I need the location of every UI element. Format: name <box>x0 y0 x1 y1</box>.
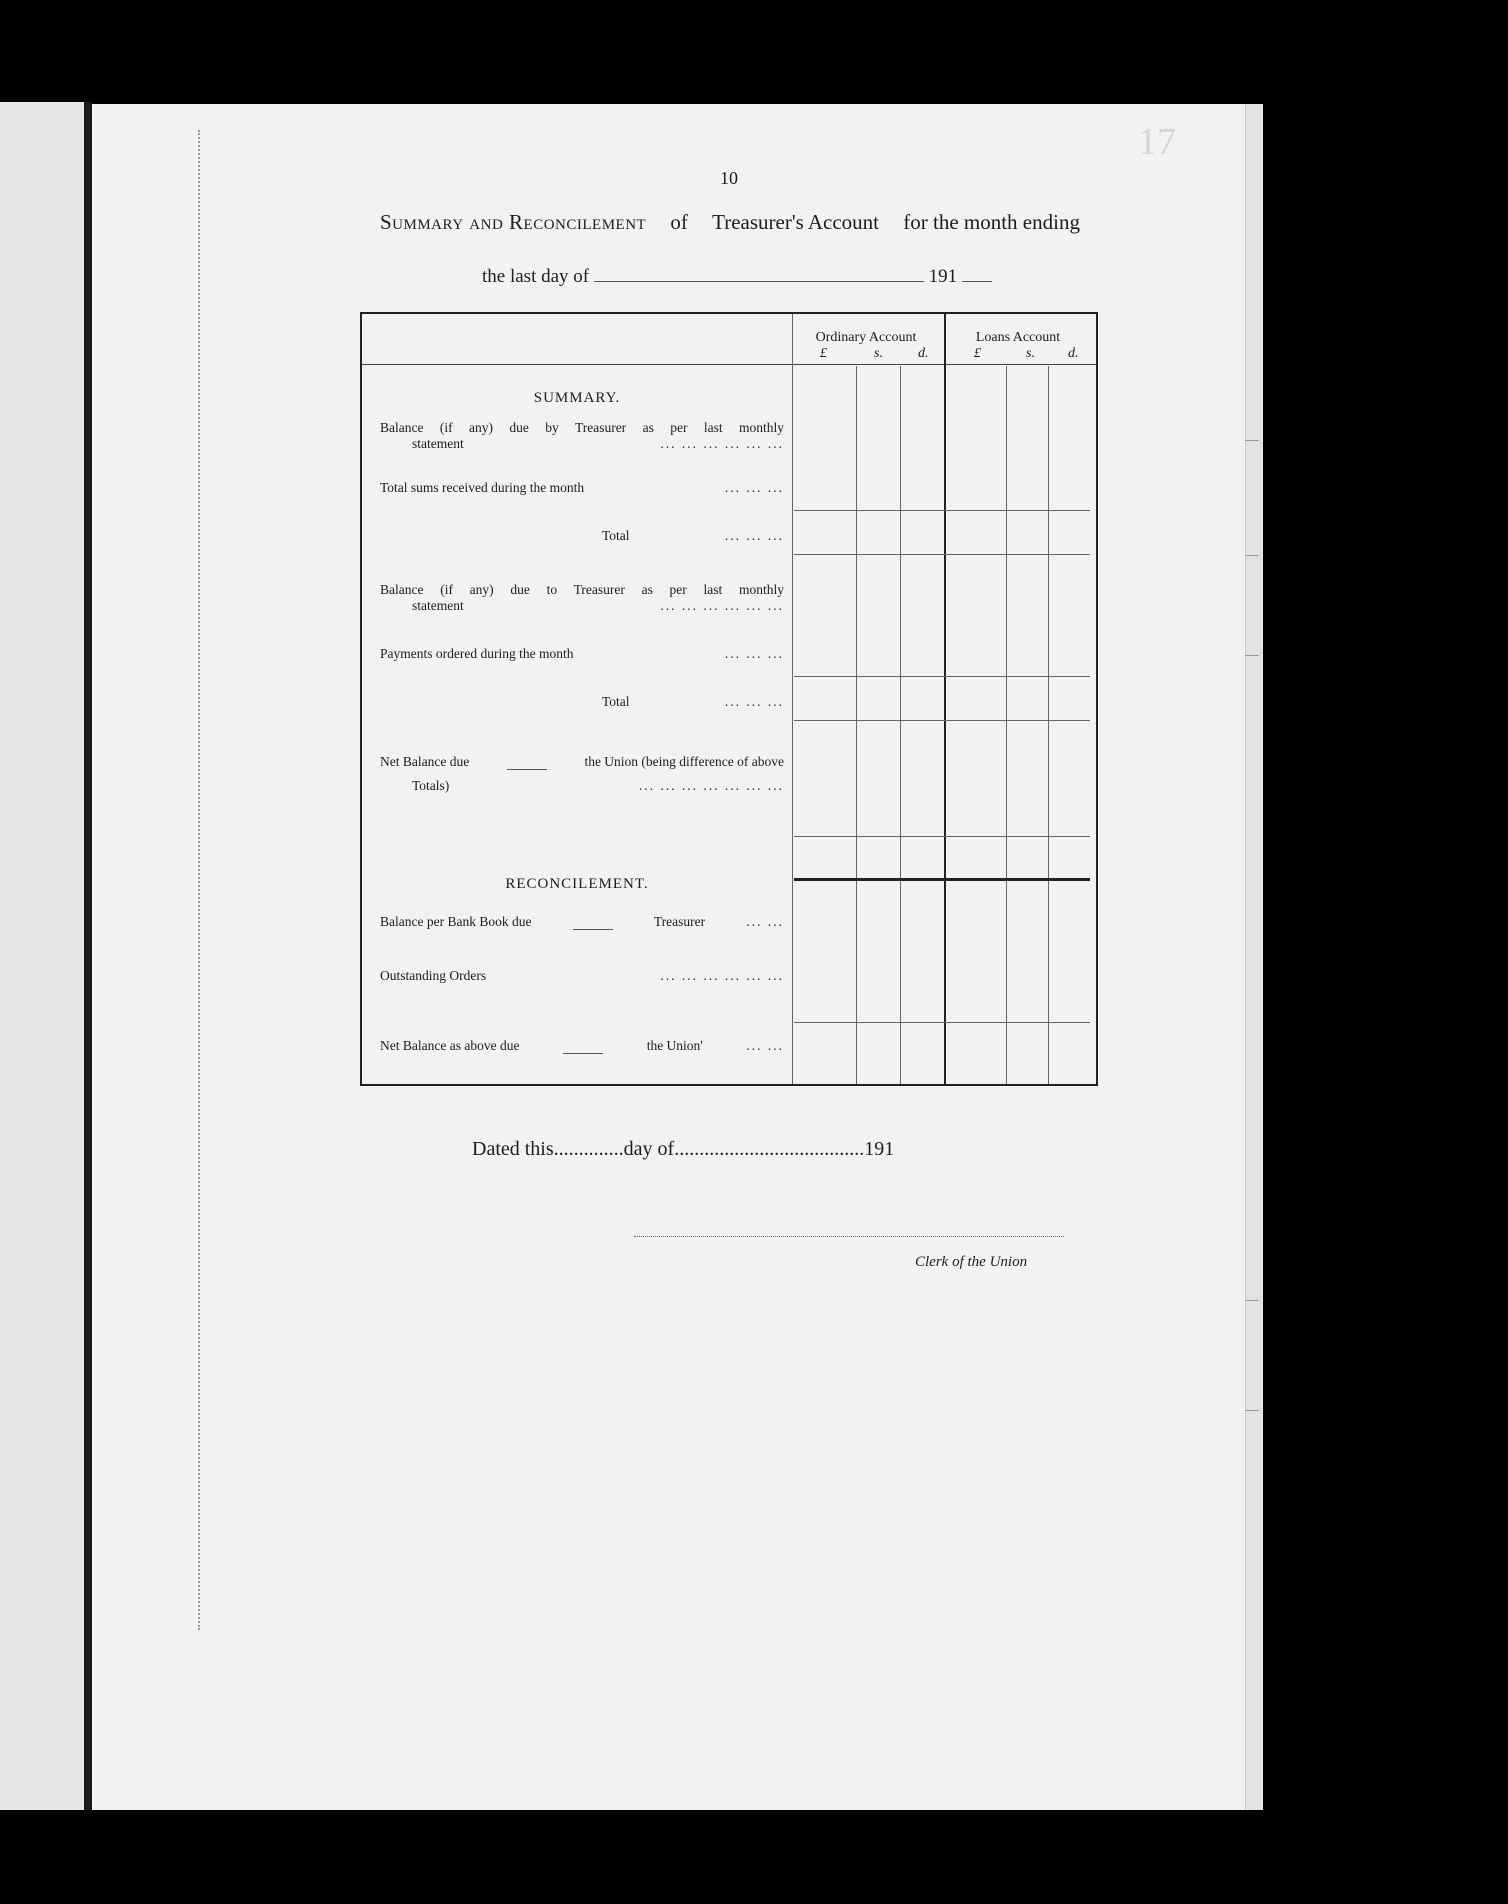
total-rule <box>794 554 1090 555</box>
subtitle-prefix: the last day of <box>482 266 590 287</box>
title-part: Treasurer's Account <box>712 210 880 234</box>
title-part: of <box>670 210 688 234</box>
leader-dots: ... ... ... <box>724 646 784 661</box>
total-rule <box>794 720 1090 721</box>
dated-middle: day of <box>623 1138 675 1160</box>
row-label: Treasurer <box>653 914 706 929</box>
title-part: Summary and Reconcilement <box>380 210 647 234</box>
row-label: Payments ordered during the month <box>380 646 574 661</box>
summary-row <box>380 754 784 794</box>
leader-dots: ... ... ... ... ... ... ... <box>638 778 784 793</box>
reconcilement-row <box>380 968 784 984</box>
row-label: Total <box>602 694 630 709</box>
fill-in-line <box>962 281 992 282</box>
reconcilement-title: RECONCILEMENT. <box>505 876 649 892</box>
facing-page <box>0 102 86 1810</box>
row-label: Outstanding Orders <box>380 968 487 983</box>
row-label: Total <box>602 528 630 543</box>
subtitle-year: 191 <box>928 266 958 287</box>
fill-in-line <box>573 914 613 930</box>
page-number: 10 <box>720 168 738 188</box>
pence-unit: d. <box>918 346 929 361</box>
edge-mark <box>1245 440 1259 441</box>
page-edge <box>1245 104 1263 1810</box>
summary-title: SUMMARY. <box>533 390 621 406</box>
summary-row <box>380 646 784 662</box>
pence-unit: d. <box>1068 346 1079 361</box>
total-rule <box>794 510 1090 511</box>
row-label: Net Balance as above due <box>380 1038 520 1053</box>
row-label: the Union (being difference of above <box>584 754 784 769</box>
edge-mark <box>1245 1300 1259 1301</box>
reconcilement-row <box>380 1038 784 1054</box>
fill-in-line <box>563 1038 603 1054</box>
perforation-line <box>198 130 200 1630</box>
summary-total-row <box>602 528 784 544</box>
total-rule <box>794 676 1090 677</box>
leader-dots: ... ... ... <box>724 528 784 543</box>
subtitle <box>482 266 992 288</box>
column-rule <box>856 366 857 1084</box>
title-part: for the month ending <box>903 210 1080 234</box>
dated-line <box>472 1138 894 1161</box>
accounts-table <box>360 312 1098 1086</box>
fill-in-line <box>507 754 547 770</box>
row-label: Balance per Bank Book due <box>380 914 532 929</box>
leader-dots: ... ... ... <box>724 480 784 495</box>
leader-dots: ...................................... <box>674 1138 865 1160</box>
column-rule <box>900 366 901 1084</box>
dated-prefix: Dated this <box>472 1138 554 1160</box>
column-rule <box>792 314 793 1084</box>
leader-dots: ... ... ... ... ... ... <box>660 598 784 613</box>
clerk-signature-label: Clerk of the Union <box>915 1254 1028 1270</box>
section-rule <box>794 878 1090 881</box>
column-rule <box>1048 366 1049 1084</box>
row-label: Net Balance due <box>380 754 470 769</box>
edge-mark <box>1245 555 1259 556</box>
edge-mark <box>1245 1410 1259 1411</box>
leader-dots: .............. <box>553 1138 624 1160</box>
reconcilement-row <box>380 914 784 930</box>
summary-total-row <box>602 694 784 710</box>
leader-dots: ... ... ... <box>724 694 784 709</box>
column-rule <box>1006 366 1007 1084</box>
column-rule <box>944 314 946 1084</box>
pounds-unit: £ <box>974 346 981 361</box>
dated-year: 191 <box>864 1138 895 1160</box>
shillings-unit: s. <box>874 346 883 361</box>
summary-row <box>380 420 784 452</box>
ordinary-account-header: Ordinary Account <box>815 330 917 345</box>
leader-dots: ... ... <box>746 1038 784 1053</box>
row-label: Balance (if any) due to Treasurer as per last monthly <box>380 582 784 597</box>
header-rule <box>362 364 1096 365</box>
faint-stamp: 17 <box>1138 121 1176 163</box>
loans-account-header: Loans Account <box>975 330 1061 345</box>
leader-dots: ... ... ... ... ... ... <box>660 436 784 451</box>
row-label: the Union' <box>646 1038 703 1053</box>
row-label: Total sums received during the month <box>380 480 585 495</box>
leader-dots: ... ... ... ... ... ... <box>660 968 784 983</box>
total-rule <box>794 1022 1090 1023</box>
fill-in-line <box>594 281 924 282</box>
row-label: Totals) <box>412 778 450 793</box>
signature-line <box>634 1236 1064 1237</box>
summary-row <box>380 480 784 496</box>
book-spine <box>84 102 92 1810</box>
summary-row <box>380 582 784 614</box>
row-label: statement <box>412 598 464 613</box>
pounds-unit: £ <box>820 346 827 361</box>
page-title <box>380 210 1080 235</box>
row-label: statement <box>412 436 464 451</box>
shillings-unit: s. <box>1026 346 1035 361</box>
row-label: Balance (if any) due by Treasurer as per last monthly <box>380 420 784 435</box>
edge-mark <box>1245 655 1259 656</box>
total-rule <box>794 836 1090 837</box>
leader-dots: ... ... <box>746 914 784 929</box>
